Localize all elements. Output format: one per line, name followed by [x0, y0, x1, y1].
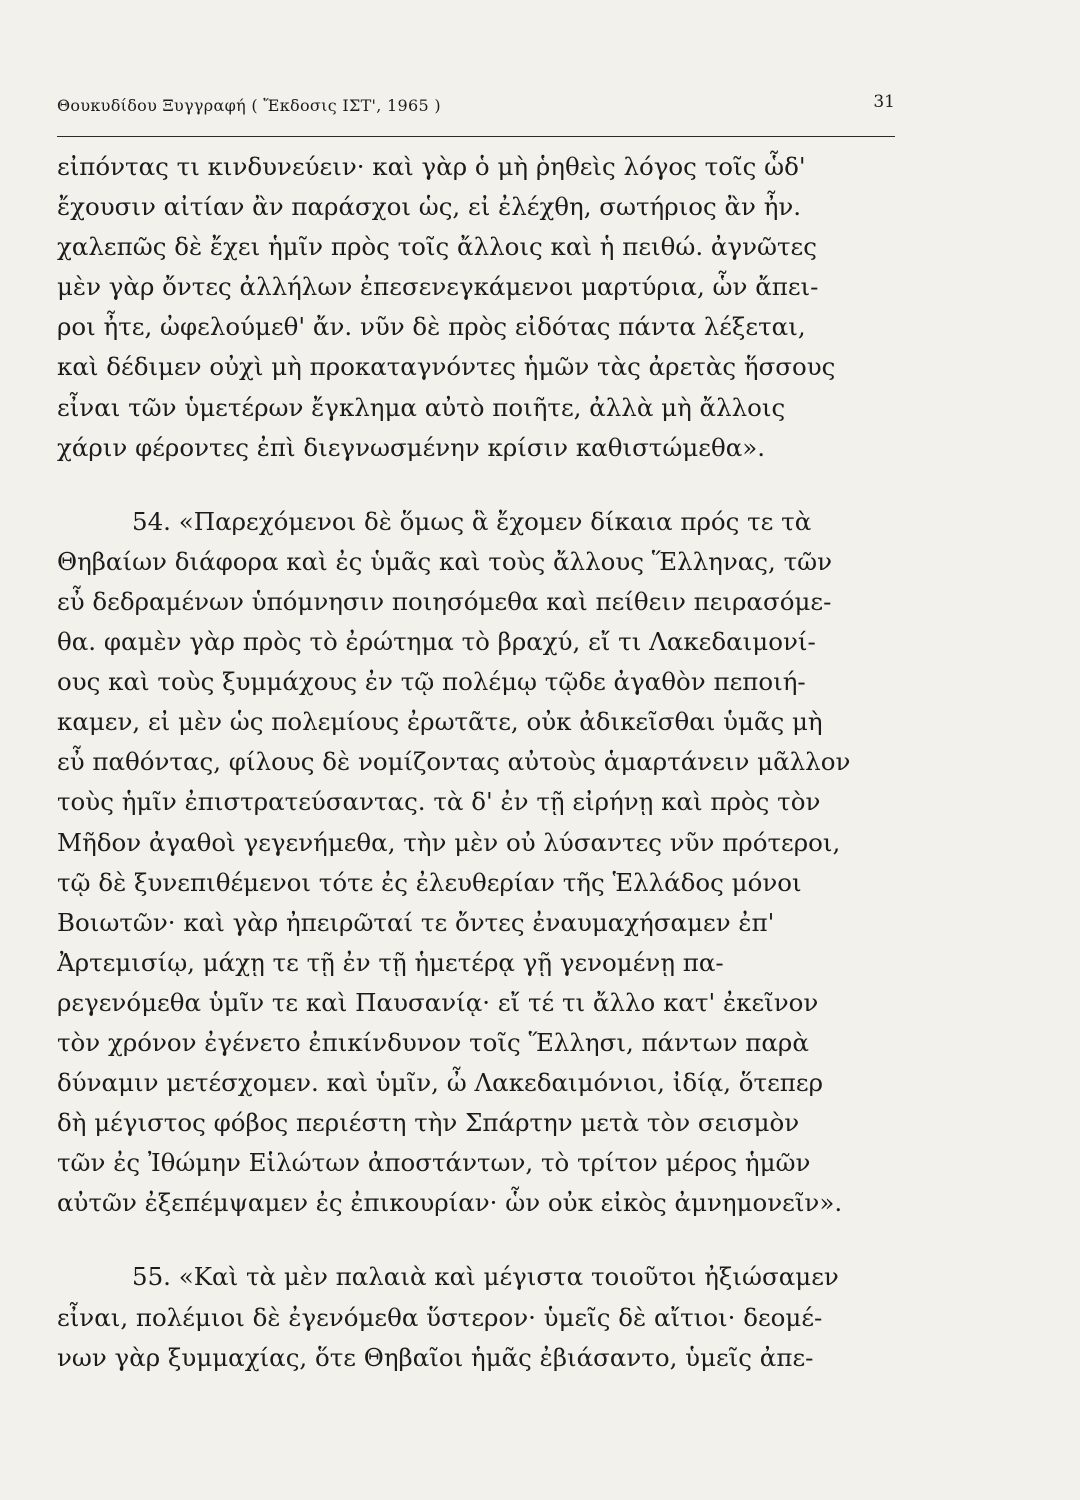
text-line: ροι ἦτε, ὠφελούμεθ' ἄν. νῦν δὲ πρὸς εἰδότας πάντα λέξεται,	[57, 312, 806, 342]
text-line: εἰπόντας τι κινδυνεύειν· καὶ γὰρ ὁ μὴ ῥηθεὶς λόγος τοῖς ὧδ'	[57, 152, 806, 181]
text-line: καὶ δέδιμεν οὐχὶ μὴ προκαταγνόντες ἡμῶν τὰς ἀρετὰς ἥσσους	[57, 352, 836, 382]
text-line: τὸν χρόνον ἐγένετο ἐπικίνδυνον τοῖς Ἕλλησι, πάντων παρὰ	[57, 1027, 809, 1057]
text-line: ἔχουσιν αἰτίαν ἂν παράσχοι ὡς, εἰ ἐλέχθη, σωτήριος ἂν ἦν.	[57, 192, 802, 222]
paragraph-55	[57, 1257, 907, 1377]
running-head	[57, 92, 895, 122]
paragraph-continued	[57, 147, 907, 468]
text-line: Βοιωτῶν· καὶ γὰρ ἠπειρῶταί τε ὄντες ἐναυμαχήσαμεν ἐπ'	[57, 907, 775, 937]
running-title: Θουκυδίδου Ξυγγραφή ( Ἔκδοσις ΙΣΤ', 1965 )	[57, 96, 441, 115]
text-line: εὖ δεδραμένων ὑπόμνησιν ποιησόμεθα καὶ πείθειν πειρασόμε-	[57, 586, 832, 616]
text-line: ους καὶ τοὺς ξυμμάχους ἐν τῷ πολέμῳ τῷδε ἀγαθὸν πεποιή-	[57, 667, 806, 697]
text-line: εἶναι, πολέμιοι δὲ ἐγενόμεθα ὕστερον· ὑμεῖς δὲ αἴτιοι· δεομέ-	[57, 1302, 823, 1332]
text-line: νων γὰρ ξυμμαχίας, ὅτε Θηβαῖοι ἡμᾶς ἐβιάσαντο, ὑμεῖς ἀπε-	[57, 1342, 814, 1372]
text-line: αὐτῶν ἐξεπέμψαμεν ἐς ἐπικουρίαν· ὧν οὐκ εἰκὸς ἀμνημονεῖν».	[57, 1188, 843, 1218]
text-line: ρεγενόμεθα ὑμῖν τε καὶ Παυσανίᾳ· εἴ τέ τι ἄλλο κατ' ἐκεῖνον	[57, 987, 819, 1017]
text-line: εἶναι τῶν ὑμετέρων ἔγκλημα αὐτὸ ποιῆτε, ἀλλὰ μὴ ἄλλοις	[57, 392, 786, 422]
paragraph-gap	[57, 1223, 907, 1257]
text-line: χαλεπῶς δὲ ἔχει ἡμῖν πρὸς τοῖς ἄλλοις καὶ ἡ πειθώ. ἀγνῶτες	[57, 232, 817, 262]
text-line: χάριν φέροντες ἐπὶ διεγνωσμένην κρίσιν καθιστώμεθα».	[57, 432, 766, 462]
text-line: Μῆδον ἀγαθοὶ γεγενήμεθα, τὴν μὲν οὐ λύσαντες νῦν πρότεροι,	[57, 827, 841, 857]
paragraph-54	[57, 502, 907, 1224]
text-line: τῷ δὲ ξυνεπιθέμενοι τότε ἐς ἐλευθερίαν τῆς Ἑλλάδος μόνοι	[57, 867, 802, 897]
text-line: 54. «Παρεχόμενοι δὲ ὅμως ἃ ἔχομεν δίκαια πρός τε τὰ	[132, 506, 812, 536]
text-line: Θηβαίων διάφορα καὶ ἐς ὑμᾶς καὶ τοὺς ἄλλους Ἕλληνας, τῶν	[57, 546, 833, 576]
page-number: 31	[873, 92, 895, 112]
text-line: θα. φαμὲν γὰρ πρὸς τὸ ἐρώτημα τὸ βραχύ, εἴ τι Λακεδαιμονί-	[57, 627, 816, 657]
text-line: τοὺς ἡμῖν ἐπιστρατεύσαντας. τὰ δ' ἐν τῇ εἰρήνῃ καὶ πρὸς τὸν	[57, 787, 821, 817]
text-line: Ἀρτεμισίῳ, μάχῃ τε τῇ ἐν τῇ ἡμετέρᾳ γῇ γενομένῃ πα-	[57, 947, 724, 977]
text-line: εὖ παθόντας, φίλους δὲ νομίζοντας αὐτοὺς ἁμαρτάνειν μᾶλλον	[57, 747, 851, 777]
text-line: τῶν ἐς Ἰθώμην Εἱλώτων ἀποστάντων, τὸ τρίτον μέρος ἡμῶν	[57, 1148, 811, 1178]
body-text	[57, 147, 907, 1378]
text-line: δὴ μέγιστος φόβος περιέστη τὴν Σπάρτην μετὰ τὸν σεισμὸν	[57, 1108, 800, 1138]
text-line: 55. «Καὶ τὰ μὲν παλαιὰ καὶ μέγιστα τοιοῦτοι ἠξιώσαμεν	[132, 1262, 839, 1292]
text-line: μὲν γὰρ ὄντες ἀλλήλων ἐπεσενεγκάμενοι μαρτύρια, ὧν ἄπει-	[57, 272, 819, 302]
text-line: καμεν, εἰ μὲν ὡς πολεμίους ἐρωτᾶτε, οὐκ ἀδικεῖσθαι ὑμᾶς μὴ	[57, 707, 823, 737]
text-line: δύναμιν μετέσχομεν. καὶ ὑμῖν, ὦ Λακεδαιμόνιοι, ἰδίᾳ, ὅτεπερ	[57, 1068, 823, 1098]
paragraph-gap	[57, 468, 907, 502]
header-rule	[57, 136, 895, 137]
